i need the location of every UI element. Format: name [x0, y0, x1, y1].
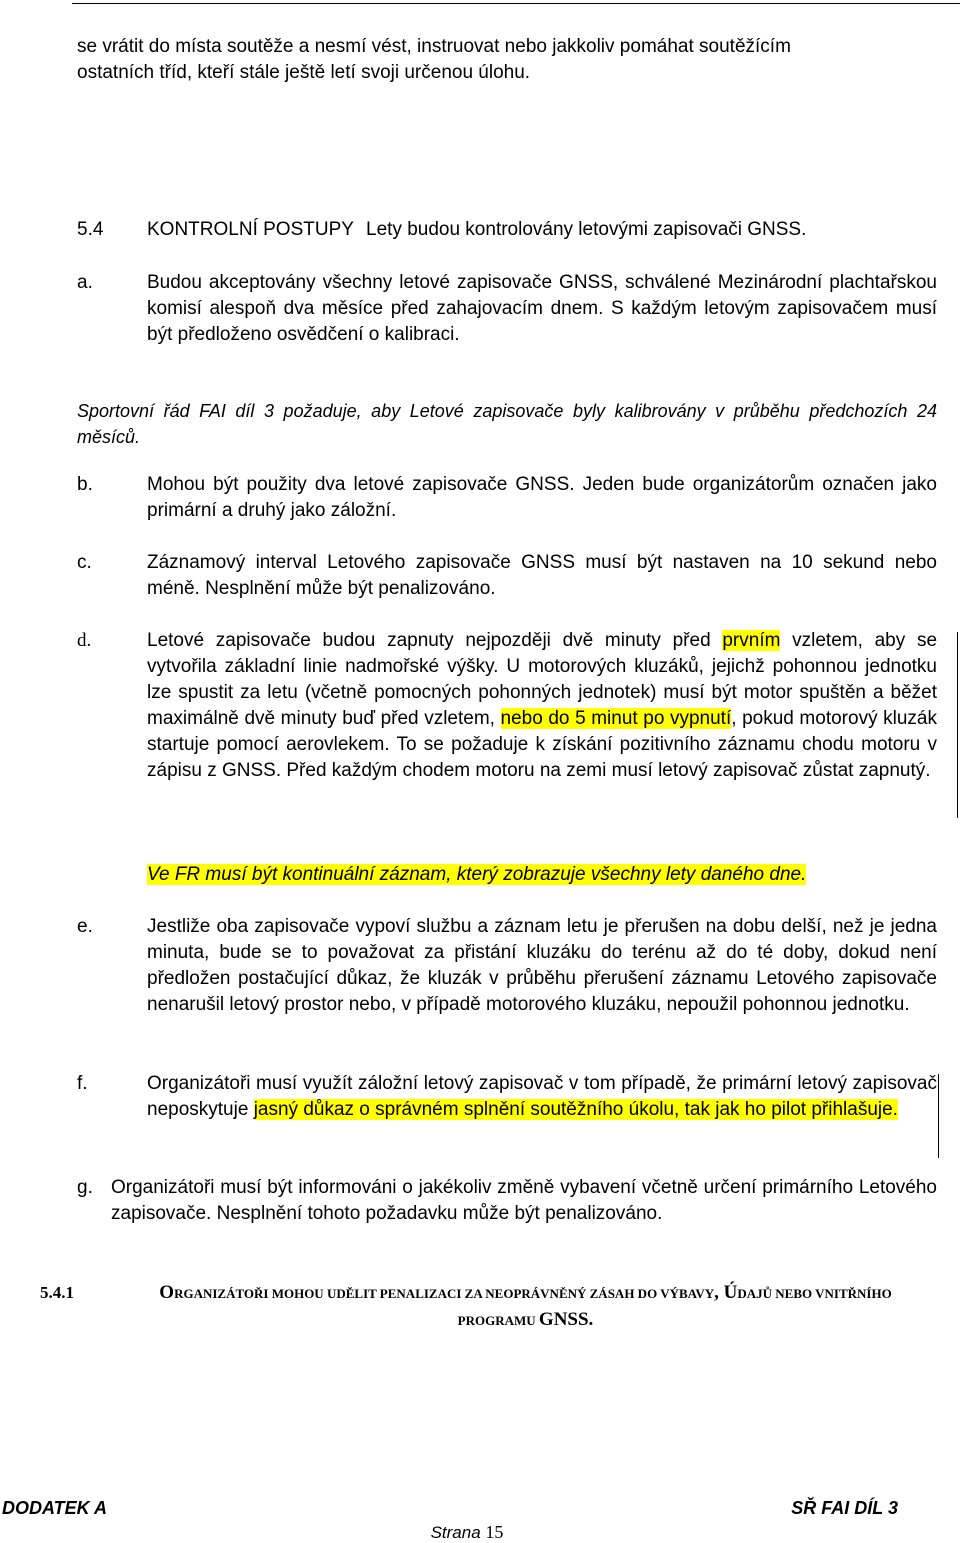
item-d-marker: d.: [77, 630, 92, 651]
item-b-text: Mohou být použity dva letové zapisovače GNSS. Jeden bude organizátorům označen jako primární a druhý jako záložní.: [147, 474, 937, 521]
subsection-title: [114, 1280, 937, 1334]
header-rule: [72, 3, 960, 4]
subsection-title-cap-2: , Ú: [714, 1282, 738, 1303]
fr-note: [147, 862, 806, 888]
subsection-title-small-3: PROGRAMU: [457, 1313, 539, 1328]
page-number-value: 15: [485, 1522, 504, 1542]
item-d-highlight-1: prvním: [722, 630, 781, 651]
item-a-marker: a.: [77, 272, 93, 293]
item-b-marker: b.: [77, 474, 93, 495]
intro-line-2: ostatních tříd, kteří stále ještě letí svoji určenou úlohu.: [77, 62, 531, 83]
intro-text: [77, 34, 937, 86]
footer-left: DODATEK A: [2, 1498, 107, 1518]
section-title: KONTROLNÍ POSTUPY: [147, 219, 354, 240]
subsection-number: 5.4.1: [40, 1283, 74, 1302]
item-e-text: Jestliže oba zapisovače vypoví službu a záznam letu je přerušen na dobu delší, než je jedna minuta, bude se to považovat za přistání kluzáku do terénu až do té doby, dokud není předložen postačující důkaz, že kluzák v průběhu přerušení záznamu Letového zapisovače nenarušil letový prostor nebo, v případě motorového kluzáku, nepoužil pohonnou jednotku.: [147, 916, 937, 1015]
calibration-note: Sportovní řád FAI díl 3 požaduje, aby Letové zapisovače byly kalibrovány v průběhu předchozích 24 měsíců.: [77, 401, 937, 447]
subsection-title-small-2: DAJŮ NEBO VNITŘNÍHO: [737, 1286, 892, 1301]
item-g-text: Organizátoři musí být informováni o jakékoliv změně vybavení včetně určení primárního Letového zapisovače. Nesplnění tohoto požadavku může být penalizováno.: [111, 1177, 937, 1224]
item-d-text-1: Letové zapisovače budou zapnuty nejpozději dvě minuty před: [147, 630, 723, 651]
section-lead: Lety budou kontrolovány letovými zapisovači GNSS.: [366, 219, 807, 240]
item-e-marker: e.: [77, 916, 93, 937]
footer-right: SŘ FAI DÍL 3: [791, 1498, 898, 1518]
item-d-text-3: , pokud motorový kluzák startuje pomocí aerovlekem. To se požaduje k získání pozitivního záznamu chodu motoru v zápisu z GNSS. Před každým chodem motoru na zemi musí letový zapisovač zůstat zapnutý.: [147, 708, 938, 781]
item-f-highlight: jasný důkaz o správném splnění soutěžního úkolu, tak jak ho pilot přihlašuje.: [253, 1099, 898, 1120]
item-f-text-1: Organizátoři musí využít záložní letový zapisovač v tom případě, že primární letový zapisovač neposkytuje: [147, 1073, 937, 1120]
item-d-text: [147, 628, 937, 784]
item-g-marker: g.: [77, 1177, 93, 1198]
subsection-title-cap-3: GNSS.: [538, 1309, 594, 1330]
change-bar-d: [957, 632, 958, 818]
page-label: Strana: [430, 1523, 481, 1542]
item-d-highlight-2: nebo do 5 minut po vypnutí: [500, 708, 732, 729]
item-a-text: Budou akceptovány všechny letové zapisovače GNSS, schválené Mezinárodní plachtařskou komisí alespoň dva měsíce před zahajovacím dnem. S každým letovým zapisovačem musí být předloženo osvědčení o kalibraci.: [147, 272, 937, 345]
subsection-title-small-1: RGANIZÁTOŘI MOHOU UDĚLIT PENALIZACI ZA NEOPRÁVNĚNÝ ZÁSAH DO VÝBAVY: [174, 1286, 715, 1301]
item-f-text: [147, 1071, 937, 1123]
intro-line-1: se vrátit do místa soutěže a nesmí vést, instruovat nebo jakkoliv pomáhat soutěžícím: [77, 36, 791, 57]
section-number: 5.4: [77, 219, 104, 240]
change-bar-f: [938, 1074, 939, 1158]
item-d-text-2: vzletem, aby se vytvořila základní linie nadmořské výšky. U motorových kluzáků, jejichž pohonnou jednotku lze spustit za letu (včetně pomocných pohonných jednotek) musí být motor spuštěn a běžet maximálně dvě minuty buď před vzletem,: [147, 630, 938, 729]
subsection-title-cap-1: O: [159, 1282, 175, 1303]
item-f-marker: f.: [77, 1073, 88, 1094]
item-c-text: Záznamový interval Letového zapisovače GNSS musí být nastaven na 10 sekund nebo méně. Nesplnění může být penalizováno.: [147, 552, 937, 599]
page-number: [0, 1522, 934, 1543]
item-c-marker: c.: [77, 552, 92, 573]
fr-note-text: Ve FR musí být kontinuální záznam, který zobrazuje všechny lety daného dne.: [147, 864, 807, 885]
